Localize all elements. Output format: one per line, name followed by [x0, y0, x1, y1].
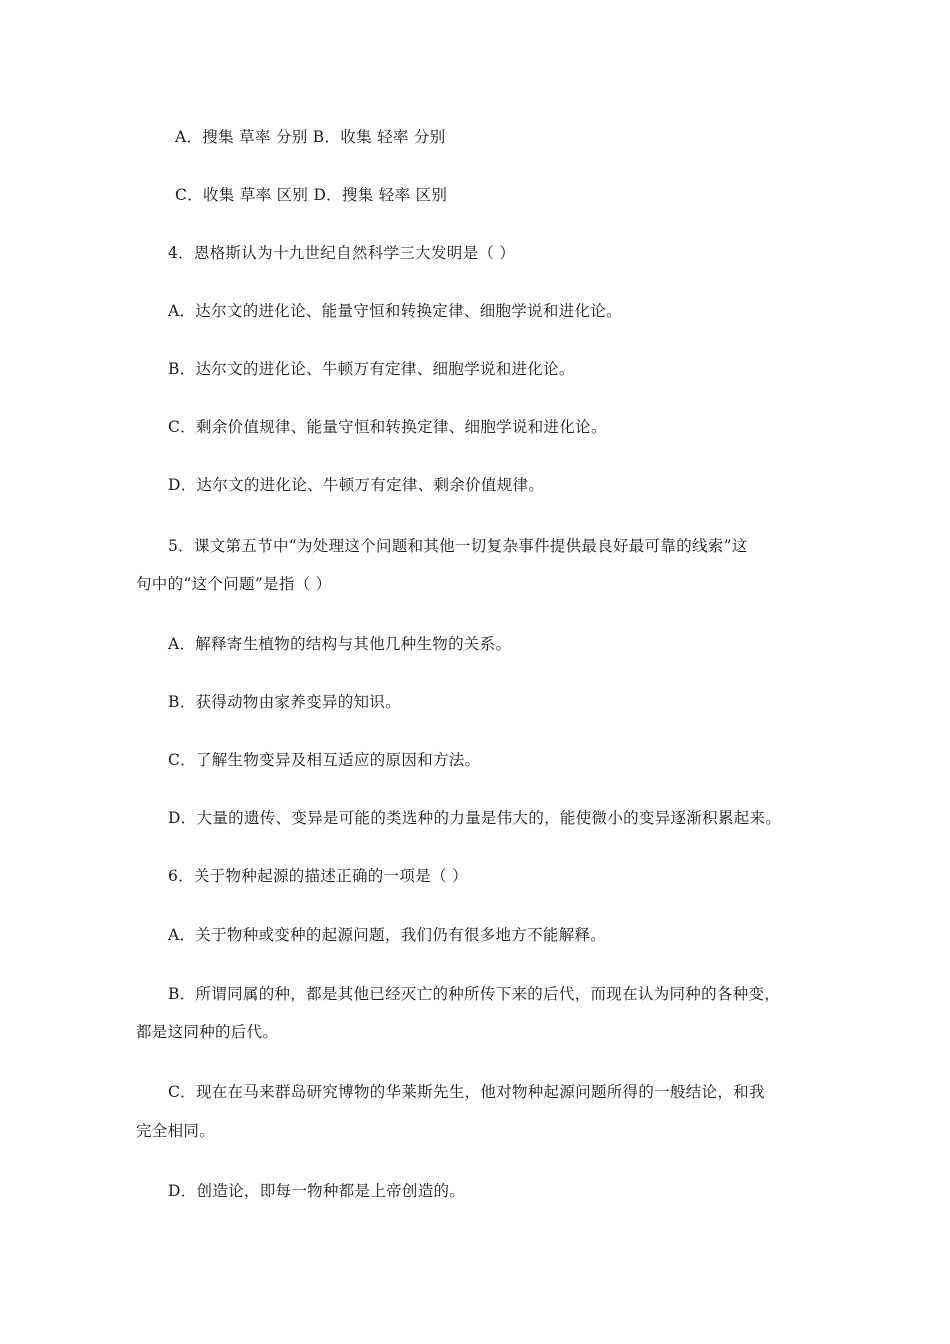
q5-option-c: C．了解生物变异及相互适应的原因和方法。: [168, 751, 481, 769]
question-6-stem: 6．关于物种起源的描述正确的一项是（ ）: [168, 867, 468, 885]
q4-option-b: B．达尔文的进化论、牛顿万有定律、细胞学说和进化论。: [168, 360, 575, 378]
q4-option-d: D．达尔文的进化论、牛顿万有定律、剩余价值规律。: [168, 476, 545, 494]
q6-option-b-cont: 都是这同种的后代。: [136, 1023, 279, 1041]
q3-options-cd: C．收集 草率 区别 D．搜集 轻率 区别: [175, 186, 448, 204]
q5-option-d: D．大量的遗传、变异是可能的类选种的力量是伟大的，能使微小的变异逐渐积累起来。: [168, 809, 782, 827]
q5-option-a: A．解释寄生植物的结构与其他几种生物的关系。: [168, 635, 512, 653]
q4-option-a: A．达尔文的进化论、能量守恒和转换定律、细胞学说和进化论。: [168, 302, 622, 320]
q6-option-b: B．所谓同属的种，都是其他已经灭亡的种所传下来的后代，而现在认为同种的各种变，: [168, 985, 781, 1003]
q6-option-c-cont: 完全相同。: [136, 1122, 216, 1140]
question-5-stem: 5．课文第五节中“为处理这个问题和其他一切复杂事件提供最良好最可靠的线索”这: [168, 537, 748, 555]
question-5-stem-cont: 句中的“这个问题”是指（ ）: [136, 575, 332, 593]
question-4-stem: 4．恩格斯认为十九世纪自然科学三大发明是（ ）: [168, 244, 516, 262]
q3-options-ab: A．搜集 草率 分别 B．收集 轻率 分别: [175, 128, 446, 146]
q4-option-c: C．剩余价值规律、能量守恒和转换定律、细胞学说和进化论。: [168, 418, 607, 436]
q6-option-a: A．关于物种或变种的起源问题，我们仍有很多地方不能解释。: [168, 926, 607, 944]
q6-option-d: D．创造论，即每一物种都是上帝创造的。: [168, 1182, 466, 1200]
q5-option-b: B．获得动物由家养变异的知识。: [168, 693, 401, 711]
q6-option-c: C．现在在马来群岛研究博物的华莱斯先生，他对物种起源问题所得的一般结论，和我: [168, 1083, 765, 1101]
